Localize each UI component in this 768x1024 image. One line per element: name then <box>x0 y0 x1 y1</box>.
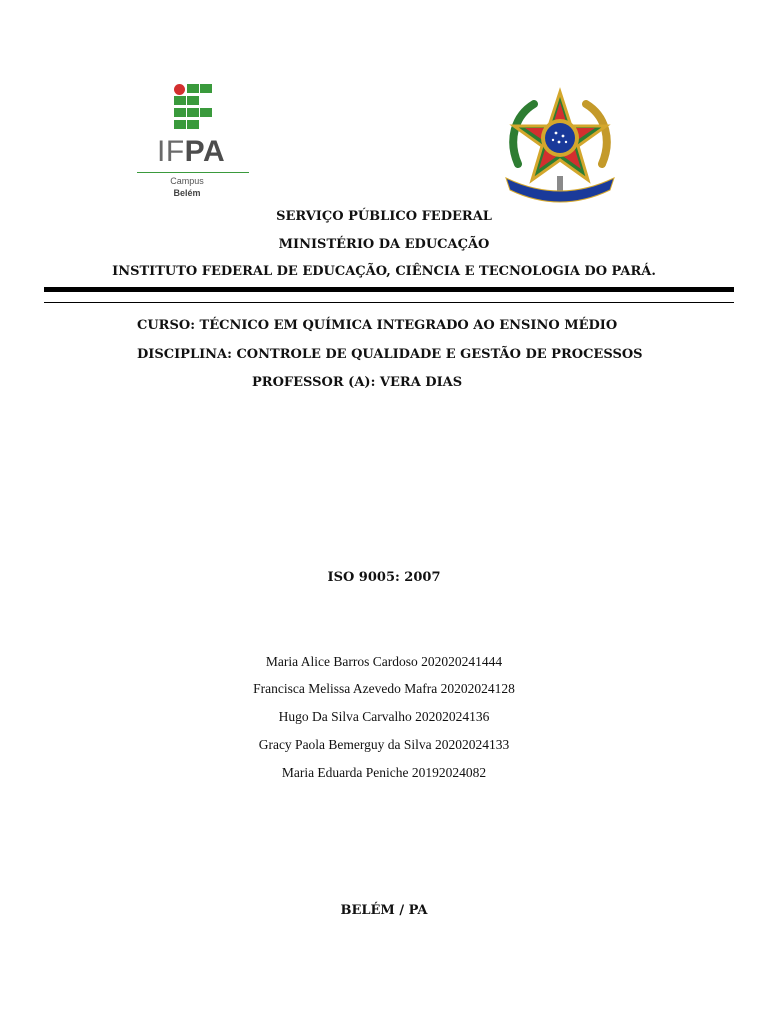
campus-name: Belém <box>173 188 201 198</box>
ifpa-grid-icon <box>174 84 214 134</box>
place-label: BELÉM / PA <box>340 903 428 918</box>
course-line: CURSO: TÉCNICO EM QUÍMICA INTEGRADO AO ENSINO MÉDIO <box>137 318 618 333</box>
document-title: ISO 9005: 2007 <box>327 570 441 585</box>
member-3: Hugo Da Silva Carvalho 20202024136 <box>278 709 490 724</box>
brazil-coat-of-arms-icon <box>500 86 620 206</box>
member-5: Maria Eduarda Peniche 20192024082 <box>281 765 487 780</box>
ifpa-logo <box>137 84 249 206</box>
ifpa-wordmark: IFPA <box>157 135 226 168</box>
member-2: Francisca Melissa Azevedo Mafra 20202024128 <box>253 681 515 696</box>
campus-label: Campus <box>170 176 204 186</box>
header-line-3: INSTITUTO FEDERAL DE EDUCAÇÃO, CIÊNCIA E TECNOLOGIA DO PARÁ. <box>112 264 656 279</box>
header-divider-thin <box>44 302 734 303</box>
header-line-2: MINISTÉRIO DA EDUCAÇÃO <box>278 237 490 252</box>
professor-line: PROFESSOR (A): VERA DIAS <box>252 375 463 390</box>
ifpa-red-dot <box>174 84 185 95</box>
discipline-line: DISCIPLINA: CONTROLE DE QUALIDADE E GESTÃO DE PROCESSOS <box>137 347 643 362</box>
header-line-1: SERVIÇO PÚBLICO FEDERAL <box>276 209 492 224</box>
header-divider-thick <box>44 287 734 292</box>
logo-divider <box>137 172 249 173</box>
member-4: Gracy Paola Bemerguy da Silva 20202024133 <box>258 737 510 752</box>
member-1: Maria Alice Barros Cardoso 202020241444 <box>265 654 503 669</box>
